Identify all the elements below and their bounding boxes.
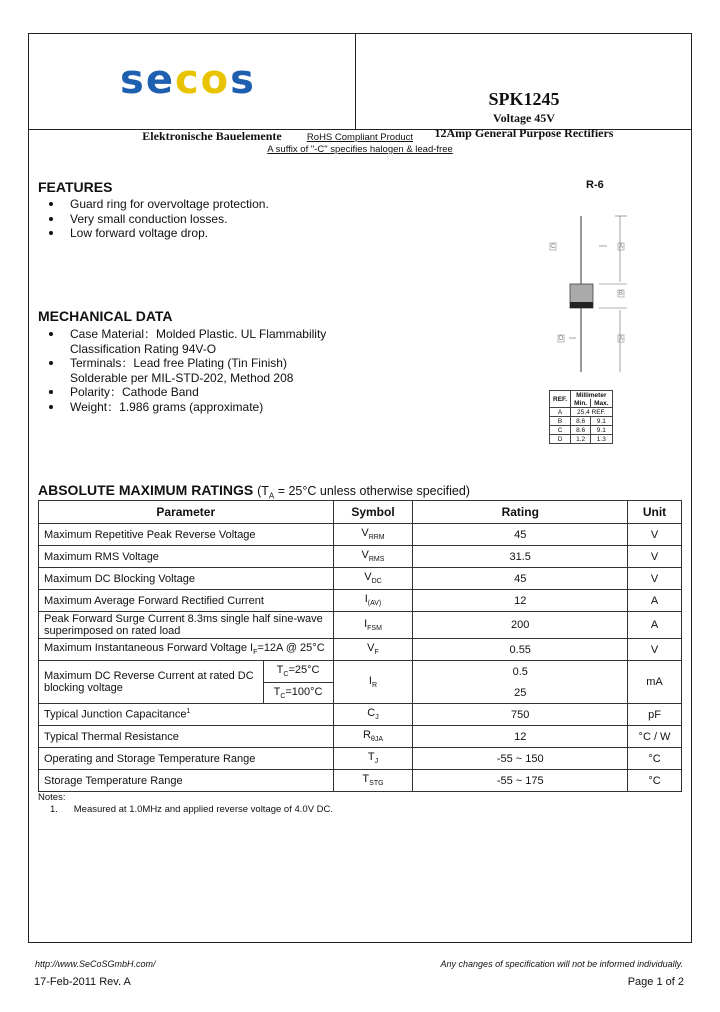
table-row: Operating and Storage Temperature Range $T_J$ -55 ~ 150 °C [39,748,682,770]
features-list [38,197,269,241]
ratings-heading: ABSOLUTE MAXIMUM RATINGS ($T_A = 25^\circ C$ unless otherwise specified) [38,482,470,501]
table-row: Typical Thermal Resistance $R_{\theta JA}$ 12 °C / W [39,726,682,748]
secos-logo: secos [120,57,256,103]
table-row: Maximum Repetitive Peak Reverse Voltage $V_{RRM}$ 45 V [39,524,682,546]
rohs-line: RoHS Compliant Product [306,132,414,143]
bullet-icon [49,332,53,336]
table-row: $T_C=100^\circ C$ 25 [39,682,682,704]
bullet-icon [49,361,53,365]
dim-row: C 8.6 9.1 [550,426,613,435]
footer-url[interactable]: http://www.SeCoSGmbH.com/ [35,959,156,969]
dim-label-a-bottom: A [619,336,624,342]
table-row: Maximum DC Blocking Voltage $V_{DC}$ 45 V [39,568,682,590]
revision-date: 17-Feb-2011 Rev. A [34,976,131,988]
mechanical-heading: MECHANICAL DATA [38,308,173,324]
bullet-icon [49,231,53,235]
voltage-rating: Voltage 45V [493,111,555,125]
dim-label-b: B [619,291,624,297]
footer-disclaimer: Any changes of specification will not be informed individually. [440,959,683,969]
bullet-icon [49,217,53,221]
bullet-icon [49,390,53,394]
feature-item: Guard ring for overvoltage protection. [38,197,269,212]
table-row: Typical Junction Capacitance$^1$ $C_J$ 750 pF [39,704,682,726]
dim-row: B 8.6 9.1 [550,417,613,426]
notes-title: Notes: [38,792,66,803]
dim-row: A 25.4 REF. [550,408,613,417]
col-rating: Rating [413,501,628,524]
notes [38,792,333,816]
mechanical-item: Terminals：Lead free Plating (Tin Finish) Solderable per MIL-STD-202, Method 208 [38,356,326,385]
bullet-icon [49,202,53,206]
feature-item: Very small conduction losses. [38,212,269,227]
bullet-icon [49,405,53,409]
dim-label-d: D [559,336,564,342]
company-name: Elektronische Bauelemente [142,129,282,143]
mechanical-item: Case Material：Molded Plastic. UL Flammability Classification Rating 94V-O [38,327,326,356]
dim-label-c: C [551,244,556,250]
col-symbol: Symbol [333,501,413,524]
header-title-cell [356,33,692,140]
table-row: Maximum RMS Voltage $V_{RMS}$ 31.5 V [39,546,682,568]
ratings-table [38,500,682,792]
table-row: Maximum Instantaneous Forward Voltage $I_F=12A$ @ 25°C $V_F$ 0.55 V [39,639,682,661]
mechanical-item: Weight：1.986 grams (approximate) [38,400,326,415]
halogen-line: A suffix of "-C" specifies halogen & lead-free [267,144,453,155]
dimension-table: REF. Millimeter Min. Max. A 25.4 REF. B 8.6 9.1 C 8.6 9.1 D 1.2 1.3 [549,390,613,444]
dim-row: D 1.2 1.3 [550,435,613,444]
feature-item: Low forward voltage drop. [38,226,269,241]
note-item: 1. Measured at 1.0MHz and applied reverse voltage of 4.0V DC. [50,804,334,815]
table-row: Storage Temperature Range $T_{STG}$ -55 ~ 175 °C [39,770,682,792]
features-heading: FEATURES [38,179,113,195]
rohs-notice [28,132,692,156]
table-row: Maximum DC Reverse Current at rated DC blocking voltage $T_C=25^\circ C$ $I_R$ 0.5 mA [39,661,682,683]
mechanical-item: Polarity：Cathode Band [38,385,326,400]
ratings-header-row [39,501,682,524]
page-number: Page 1 of 2 [627,976,684,988]
col-parameter: Parameter [39,501,334,524]
part-number: SPK1245 [488,89,560,109]
product-description: 12Amp General Purpose Rectifiers [434,126,614,140]
package-name: R-6 [586,179,604,191]
table-row: Peak Forward Surge Current 8.3ms single half sine-wave superimposed on rated load $I_{FSM}$ 200 A [39,612,682,639]
col-unit: Unit [628,501,682,524]
table-row: Maximum Average Forward Rectified Current $I_{(AV)}$ 12 A [39,590,682,612]
dim-label-a-top: A [619,244,624,250]
mechanical-list [38,327,326,415]
ratings-condition: ($T_A = 25^\circ C$ unless otherwise specified) [257,484,470,501]
